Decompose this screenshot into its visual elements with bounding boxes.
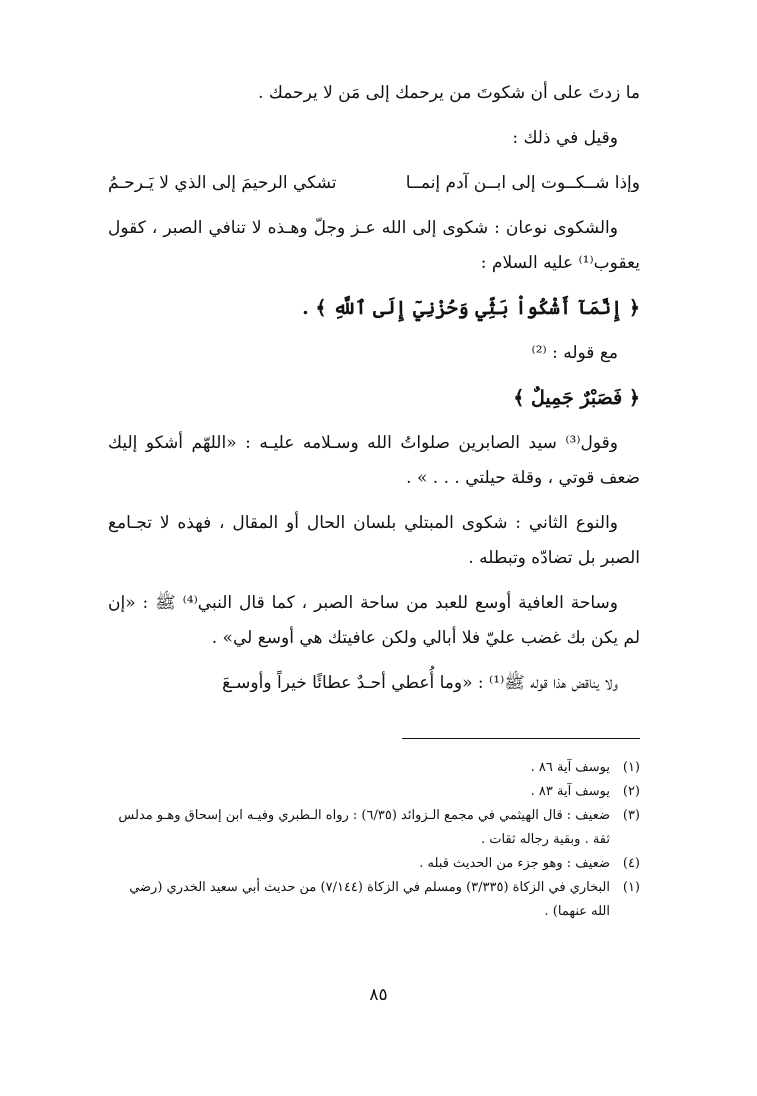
paragraph-6: والنوع الثاني : شكوى المبتلي بلسان الحال أو المقال ، فهذه لا تجـامع الصبر بل تضادّه وتبطله . — [108, 513, 640, 568]
footnote-number: (٣) — [622, 808, 640, 823]
quran-open-bracket: ﴿ — [628, 297, 640, 319]
footnote-text: يوسف آية ٨٣ . — [530, 784, 610, 799]
page-number: ٨٥ — [369, 985, 388, 1005]
paragraph-4: مع قوله : ⁽²⁾ — [531, 343, 618, 363]
footnote-number: (١) — [622, 760, 640, 775]
footnote-item — [108, 780, 640, 804]
poetry-verse — [108, 166, 640, 201]
quran-verse-1-text: إِنَّمَآ أَشْكُواْ بَثِّي وَحُزْنِيٓ إِلَى ٱللَّهِ — [333, 297, 623, 319]
paragraph-3: والشكوى نوعان : شكوى إلى الله عـز وجلّ وهـذه لا تنافي الصبر ، كقول يعقوب⁽¹⁾ عليه السلام : — [108, 218, 640, 273]
footnote-text: ضعيف : وهو جزء من الحديث قبله . — [419, 856, 610, 871]
footnote-item — [108, 876, 640, 924]
main-text — [108, 76, 640, 711]
quran-close-bracket: ﴾ — [513, 387, 525, 409]
verse-first-hemistich: وإذا شــكــوت إلى ابــن آدم إنمــا — [405, 173, 640, 193]
footnote-item — [108, 852, 640, 876]
paragraph-2: وقيل في ذلك : — [512, 128, 618, 148]
verse-second-hemistich: تشكي الرحيمَ إلى الذي لا يَـرحـمُ — [108, 173, 337, 193]
footnote-text: البخاري في الزكاة (٣/٣٣٥) ومسلم في الزكاة (٧/١٤٤) من حديث أبي سعيد الخدري (رضي الله عنهما) . — [129, 880, 610, 919]
paragraph-7: وساحة العافية أوسع للعبد من ساحة الصبر ، كما قال النبي⁽⁴⁾ ﷺ : «إن لم يكن بك غضب عليّ فلا أبالي ولكن عافيتك هي أوسع لي» . — [108, 593, 640, 648]
footnote-text: ضعيف : قال الهيثمي في مجمع الـزوائد (٦/٣٥) : رواه الـطبري وفيـه ابن إسحاق وهـو مدلس ثقة . وبقية رجاله ثقات . — [118, 808, 610, 847]
quran-verse-1 — [108, 291, 640, 326]
footnote-number: (١) — [622, 880, 640, 895]
quran-open-bracket: ﴿ — [628, 387, 640, 409]
footnote-item — [108, 756, 640, 780]
quran-verse-2-text: فَصَبْرٌ جَمِيلٌ — [530, 387, 623, 409]
footnote-item — [108, 804, 640, 852]
paragraph-5: وقول⁽³⁾ سيد الصابرين صلواتُ الله وسـلامه عليـه : «اللهّم أشكو إليك ضعف قوتي ، وقلة حيلتي . . . » . — [108, 433, 640, 488]
footnotes — [108, 756, 640, 924]
footnote-text: يوسف آية ٨٦ . — [530, 760, 610, 775]
paragraph-8: ولا يناقض هذا قوله ﷺ⁽¹⁾ : «وما أُعطي أحـدٌ عطائًا خيراً وأوسـعَ — [222, 673, 618, 693]
quran-close-bracket: ﴾ . — [302, 297, 327, 319]
quran-verse-2 — [108, 381, 640, 416]
footnote-number: (٤) — [622, 856, 640, 871]
paragraph-1: ما زدتَ على أن شكوتَ من يرحمك إلى مَن لا يرحمك . — [258, 83, 640, 103]
footnote-separator — [402, 738, 640, 739]
footnote-number: (٢) — [622, 784, 640, 799]
